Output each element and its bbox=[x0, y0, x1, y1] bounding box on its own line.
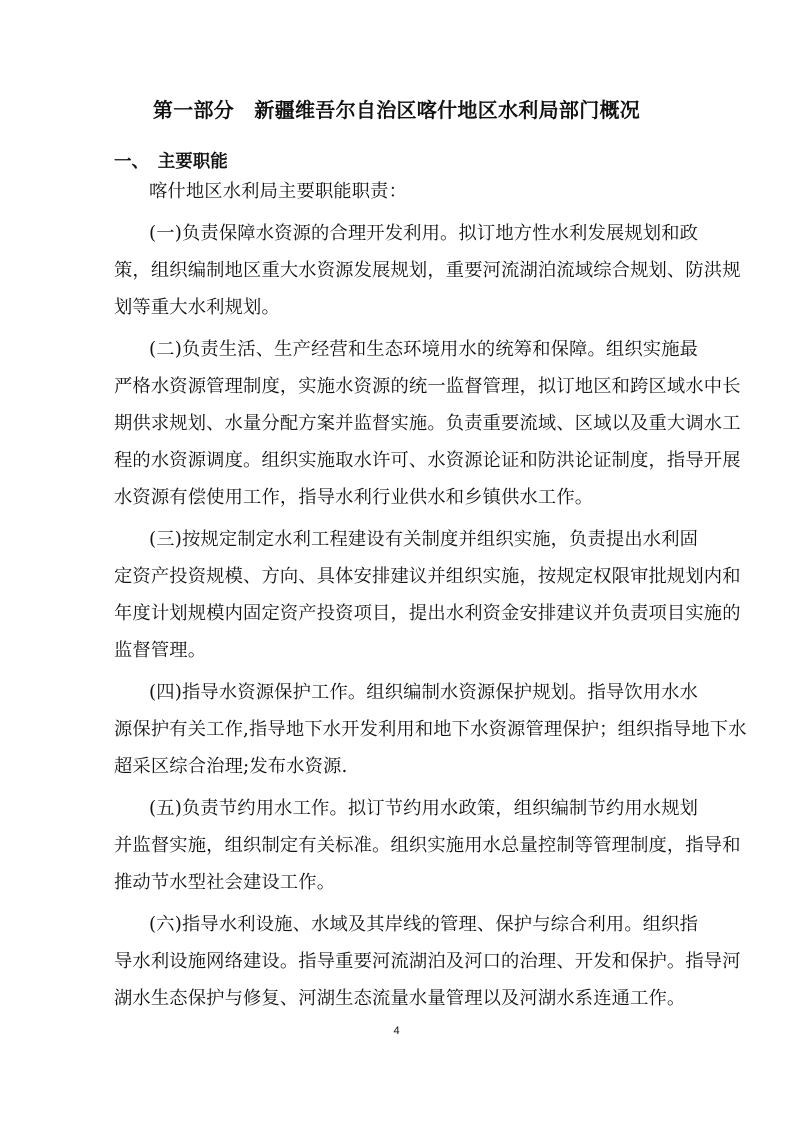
paragraph-2-line-2: 严格水资源管理制度，实施水资源的统一监督管理，拟订地区和跨区域水中长 bbox=[114, 376, 741, 397]
page-title: 第一部分 新疆维吾尔自治区喀什地区水利局部门概况 bbox=[152, 98, 641, 122]
paragraph-3-line-2: 定资产投资规模、方向、具体安排建议并组织实施，按规定权限审批规划内和 bbox=[114, 566, 741, 587]
paragraph-5-line-3: 推动节水型社会建设工作。 bbox=[114, 872, 336, 893]
paragraph-5-line-1: (五)负责节约用水工作。拟订节约用水政策，组织编制节约用水规划 bbox=[149, 798, 699, 819]
paragraph-1-line-3: 划等重大水利规划。 bbox=[114, 297, 280, 318]
paragraph-2-line-3: 期供求规划、水量分配方案并监督实施。负责重要流域、区域以及重大调水工 bbox=[114, 413, 741, 434]
paragraph-3-line-3: 年度计划规模内固定资产投资项目，提出水利资金安排建议并负责项目实施的 bbox=[114, 603, 741, 624]
paragraph-6-line-1: (六)指导水利设施、水域及其岸线的管理、保护与综合利用。组织指 bbox=[149, 914, 699, 935]
paragraph-1-line-1: (一)负责保障水资源的合理开发利用。拟订地方性水利发展规划和政 bbox=[149, 223, 699, 244]
page-number: 4 bbox=[393, 1025, 400, 1037]
intro-line: 喀什地区水利局主要职能职责： bbox=[149, 181, 408, 202]
paragraph-3-line-1: (三)按规定制定水利工程建设有关制度并组织实施，负责提出水利固 bbox=[149, 529, 699, 550]
paragraph-3-line-4: 监督管理。 bbox=[114, 640, 207, 661]
paragraph-4-line-3: 超采区综合治理;发布水资源. bbox=[114, 756, 348, 777]
paragraph-2-line-1: (二)负责生活、生产经营和生态环境用水的统筹和保障。组织实施最 bbox=[149, 339, 699, 360]
paragraph-2-line-4: 程的水资源调度。组织实施取水许可、水资源论证和防洪论证制度，指导开展 bbox=[114, 450, 741, 471]
paragraph-4-line-2: 源保护有关工作,指导地下水开发利用和地下水资源管理保护；组织指导地下水 bbox=[114, 719, 747, 740]
paragraph-1-line-2: 策，组织编制地区重大水资源发展规划，重要河流湖泊流域综合规划、防洪规 bbox=[114, 260, 741, 281]
paragraph-6-line-2: 导水利设施网络建设。指导重要河流湖泊及河口的治理、开发和保护。指导河 bbox=[114, 951, 741, 972]
paragraph-2-line-5: 水资源有偿使用工作，指导水利行业供水和乡镇供水工作。 bbox=[114, 487, 594, 508]
paragraph-4-line-1: (四)指导水资源保护工作。组织编制水资源保护规划。指导饮用水水 bbox=[149, 682, 699, 703]
section-heading: 一、 主要职能 bbox=[114, 152, 228, 172]
paragraph-6-line-3: 湖水生态保护与修复、河湖生态流量水量管理以及河湖水系连通工作。 bbox=[114, 988, 686, 1009]
paragraph-5-line-2: 并监督实施，组织制定有关标准。组织实施用水总量控制等管理制度，指导和 bbox=[114, 835, 741, 856]
